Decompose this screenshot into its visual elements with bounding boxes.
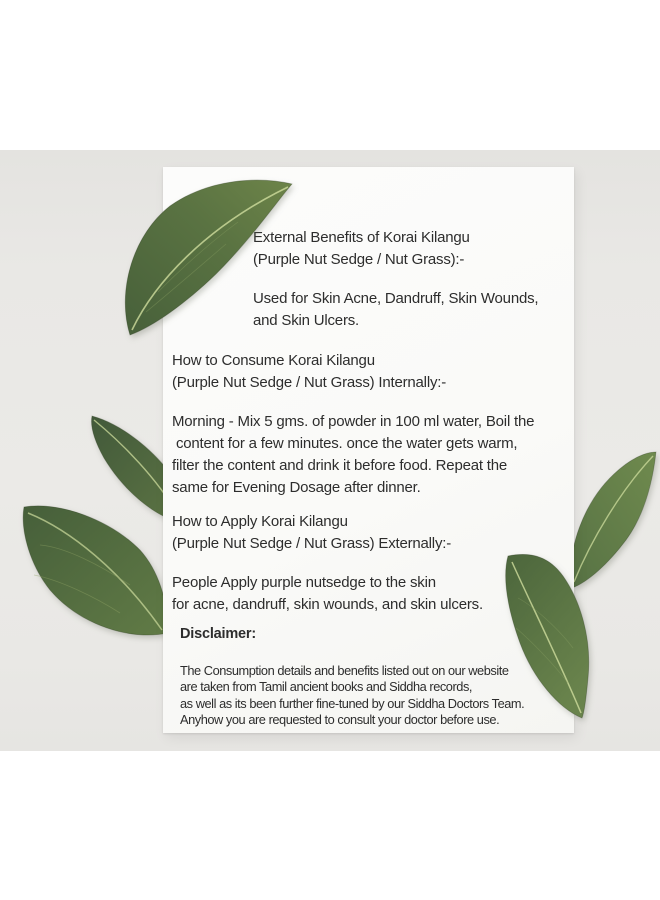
consume-body-line-4: same for Evening Dosage after dinner. xyxy=(172,479,421,496)
consume-body-line-3: filter the content and drink it before food. Repeat the xyxy=(172,457,508,474)
disclaimer-body-line-2: are taken from Tamil ancient books and Siddha records, xyxy=(180,679,473,695)
consume-heading-line-2: (Purple Nut Sedge / Nut Grass) Internally:- xyxy=(172,374,447,391)
disclaimer-section xyxy=(180,625,524,729)
apply-heading-line-1: How to Apply Korai Kilangu xyxy=(172,513,348,530)
disclaimer-body-line-3: as well as its been further fine-tuned by our Siddha Doctors Team. xyxy=(180,695,525,711)
apply-heading xyxy=(172,511,483,555)
disclaimer-body xyxy=(180,663,524,729)
consume-heading xyxy=(172,350,534,394)
disclaimer-heading: Disclaimer: xyxy=(180,626,256,642)
apply-body xyxy=(172,572,483,616)
benefits-heading-line-2: (Purple Nut Sedge / Nut Grass):- xyxy=(253,251,465,268)
consume-body-line-2: content for a few minutes. once the water gets warm, xyxy=(172,435,518,452)
benefits-body-line-2: and Skin Ulcers. xyxy=(253,312,360,329)
consume-body-line-1: Morning - Mix 5 gms. of powder in 100 ml water, Boil the xyxy=(172,413,535,430)
disclaimer-body-line-4: Anyhow you are requested to consult your doctor before use. xyxy=(180,712,500,728)
photo-background xyxy=(0,150,660,751)
leaf-bottom-right xyxy=(488,548,600,726)
disclaimer-body-line-1: The Consumption details and benefits listed out on our website xyxy=(180,663,509,678)
benefits-body-line-1: Used for Skin Acne, Dandruff, Skin Wounds, xyxy=(253,290,539,307)
apply-section xyxy=(172,511,483,616)
consume-heading-line-1: How to Consume Korai Kilangu xyxy=(172,352,375,369)
consume-body xyxy=(172,411,534,499)
consume-section xyxy=(172,350,534,499)
apply-body-line-2: for acne, dandruff, skin wounds, and skin ulcers. xyxy=(172,596,483,613)
leaf-left-lower xyxy=(10,485,170,645)
leaf-top-left xyxy=(118,172,298,347)
benefits-heading-line-1: External Benefits of Korai Kilangu xyxy=(253,229,470,246)
apply-body-line-1: People Apply purple nutsedge to the skin xyxy=(172,574,436,591)
apply-heading-line-2: (Purple Nut Sedge / Nut Grass) Externally:- xyxy=(172,535,452,552)
